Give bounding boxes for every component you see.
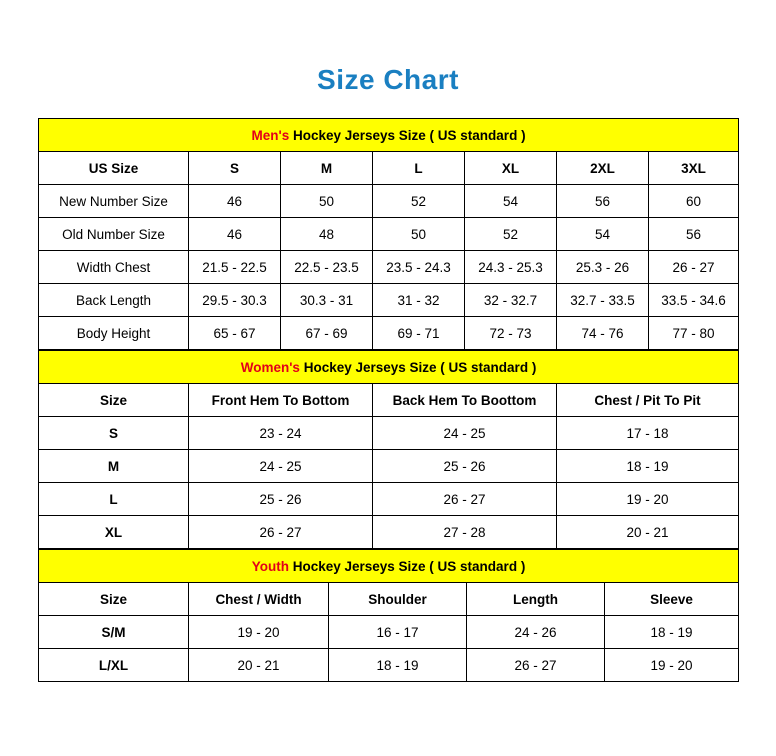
youth-row-1-val-0: 20 - 21 (189, 649, 329, 682)
mens-row-0-val-2: 52 (373, 185, 465, 218)
mens-row-1-val-1: 48 (281, 218, 373, 251)
mens-section-accent: Men's (251, 127, 290, 143)
table-row (39, 417, 739, 450)
youth-row-0-val-3: 18 - 19 (605, 616, 739, 649)
youth-col-0: Size (39, 583, 189, 616)
womens-row-1-val-1: 25 - 26 (373, 450, 557, 483)
mens-row-0-val-1: 50 (281, 185, 373, 218)
womens-col-1: Front Hem To Bottom (189, 384, 373, 417)
table-header-row (39, 152, 739, 185)
table-row (39, 284, 739, 317)
womens-size-table (38, 350, 739, 549)
womens-row-0-val-2: 17 - 18 (557, 417, 739, 450)
page-title: Size Chart (317, 64, 459, 95)
womens-row-2-val-1: 26 - 27 (373, 483, 557, 516)
youth-col-4: Sleeve (605, 583, 739, 616)
mens-row-2-val-1: 22.5 - 23.5 (281, 251, 373, 284)
womens-section-header (39, 351, 739, 384)
table-row (39, 516, 739, 549)
mens-row-2-val-3: 24.3 - 25.3 (465, 251, 557, 284)
mens-row-3-val-3: 32 - 32.7 (465, 284, 557, 317)
mens-row-3-val-2: 31 - 32 (373, 284, 465, 317)
womens-section-accent: Women's (240, 359, 300, 375)
mens-col-4: XL (465, 152, 557, 185)
youth-row-1-label: L/XL (39, 649, 189, 682)
youth-row-0-val-0: 19 - 20 (189, 616, 329, 649)
mens-row-0-label: New Number Size (39, 185, 189, 218)
section-header-row (39, 550, 739, 583)
mens-row-4-label: Body Height (39, 317, 189, 350)
table-header-row (39, 384, 739, 417)
mens-row-2-val-4: 25.3 - 26 (557, 251, 649, 284)
mens-row-4-val-2: 69 - 71 (373, 317, 465, 350)
womens-row-3-val-1: 27 - 28 (373, 516, 557, 549)
womens-col-2: Back Hem To Boottom (373, 384, 557, 417)
mens-row-1-val-3: 52 (465, 218, 557, 251)
mens-row-3-val-4: 32.7 - 33.5 (557, 284, 649, 317)
womens-row-2-val-0: 25 - 26 (189, 483, 373, 516)
youth-section-header (39, 550, 739, 583)
mens-row-1-val-4: 54 (557, 218, 649, 251)
youth-col-3: Length (467, 583, 605, 616)
section-header-row (39, 351, 739, 384)
womens-section-rest: Hockey Jerseys Size ( US standard ) (299, 359, 537, 375)
womens-col-0: Size (39, 384, 189, 417)
mens-row-1-val-2: 50 (373, 218, 465, 251)
mens-row-2-label: Width Chest (39, 251, 189, 284)
mens-row-2-val-5: 26 - 27 (649, 251, 739, 284)
mens-row-3-val-0: 29.5 - 30.3 (189, 284, 281, 317)
mens-row-3-val-5: 33.5 - 34.6 (649, 284, 739, 317)
womens-row-3-label: XL (39, 516, 189, 549)
youth-row-1-val-1: 18 - 19 (329, 649, 467, 682)
mens-row-0-val-3: 54 (465, 185, 557, 218)
womens-row-3-val-0: 26 - 27 (189, 516, 373, 549)
table-row (39, 218, 739, 251)
mens-row-4-val-0: 65 - 67 (189, 317, 281, 350)
womens-row-2-val-2: 19 - 20 (557, 483, 739, 516)
womens-row-0-val-0: 23 - 24 (189, 417, 373, 450)
youth-section-accent: Youth (251, 558, 289, 574)
mens-col-3: L (373, 152, 465, 185)
mens-col-1: S (189, 152, 281, 185)
womens-row-1-val-0: 24 - 25 (189, 450, 373, 483)
youth-row-0-val-1: 16 - 17 (329, 616, 467, 649)
mens-row-1-label: Old Number Size (39, 218, 189, 251)
mens-section-header (39, 119, 739, 152)
mens-col-0: US Size (39, 152, 189, 185)
youth-section-rest: Hockey Jerseys Size ( US standard ) (288, 558, 526, 574)
table-row (39, 450, 739, 483)
mens-row-3-label: Back Length (39, 284, 189, 317)
table-row (39, 616, 739, 649)
mens-col-2: M (281, 152, 373, 185)
mens-row-4-val-1: 67 - 69 (281, 317, 373, 350)
youth-col-2: Shoulder (329, 583, 467, 616)
mens-col-6: 3XL (649, 152, 739, 185)
womens-row-0-label: S (39, 417, 189, 450)
mens-row-0-val-4: 56 (557, 185, 649, 218)
mens-row-2-val-0: 21.5 - 22.5 (189, 251, 281, 284)
youth-row-0-label: S/M (39, 616, 189, 649)
youth-row-1-val-3: 19 - 20 (605, 649, 739, 682)
mens-section-rest: Hockey Jerseys Size ( US standard ) (289, 127, 526, 143)
table-row (39, 649, 739, 682)
table-row (39, 317, 739, 350)
mens-row-2-val-2: 23.5 - 24.3 (373, 251, 465, 284)
mens-row-0-val-5: 60 (649, 185, 739, 218)
size-chart-tables (38, 118, 738, 682)
youth-row-1-val-2: 26 - 27 (467, 649, 605, 682)
womens-row-2-label: L (39, 483, 189, 516)
mens-size-table (38, 118, 739, 350)
mens-row-4-val-3: 72 - 73 (465, 317, 557, 350)
section-header-row (39, 119, 739, 152)
womens-col-3: Chest / Pit To Pit (557, 384, 739, 417)
size-chart-page (0, 64, 776, 756)
mens-row-0-val-0: 46 (189, 185, 281, 218)
youth-size-table (38, 549, 739, 682)
womens-row-3-val-2: 20 - 21 (557, 516, 739, 549)
table-row (39, 251, 739, 284)
table-row (39, 483, 739, 516)
womens-row-1-val-2: 18 - 19 (557, 450, 739, 483)
mens-row-1-val-5: 56 (649, 218, 739, 251)
mens-row-1-val-0: 46 (189, 218, 281, 251)
womens-row-1-label: M (39, 450, 189, 483)
table-header-row (39, 583, 739, 616)
youth-col-1: Chest / Width (189, 583, 329, 616)
mens-row-4-val-4: 74 - 76 (557, 317, 649, 350)
mens-row-4-val-5: 77 - 80 (649, 317, 739, 350)
youth-row-0-val-2: 24 - 26 (467, 616, 605, 649)
womens-row-0-val-1: 24 - 25 (373, 417, 557, 450)
mens-row-3-val-1: 30.3 - 31 (281, 284, 373, 317)
table-row (39, 185, 739, 218)
mens-col-5: 2XL (557, 152, 649, 185)
